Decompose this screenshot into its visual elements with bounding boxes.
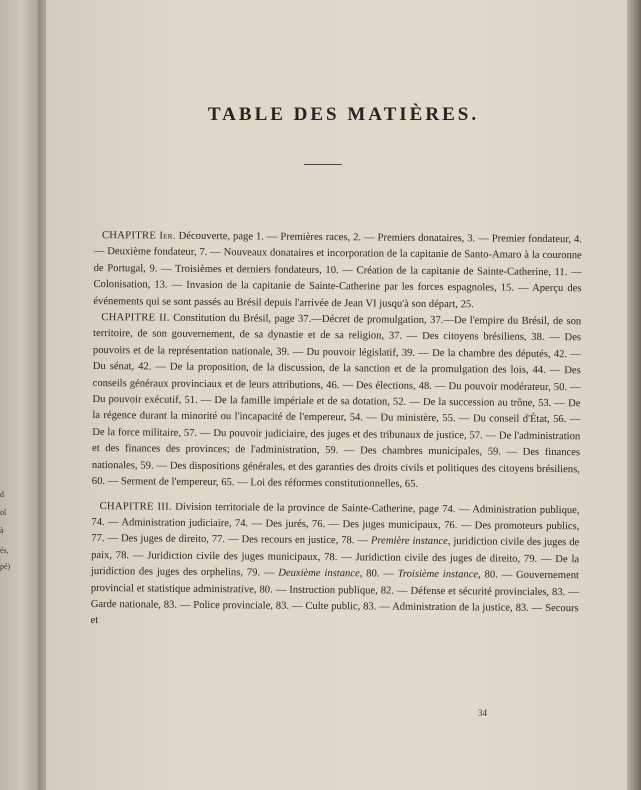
chapter-3-heading: CHAPITRE III.: [99, 500, 172, 513]
left-page-fragment: ol: [0, 508, 7, 517]
chapter-1-heading: CHAPITRE Ier.: [101, 230, 176, 242]
chapter-3-italic-term: Deuxième instance: [278, 567, 360, 580]
chapter-1-entry: [93, 228, 582, 314]
chapter-2-heading: CHAPITRE II.: [101, 312, 170, 324]
page-number: 34: [478, 708, 487, 718]
chapter-3-italic-term: Troisième instance: [397, 568, 479, 581]
chapter-3-part: , 80. — Gouvernement provincial et statistique administrative, 80. — Instruction publique, 82. — Défense et sécurité provinciales, 83. — Garde nationale, 83. — Police provinciale, 83. — Culte public, 83. — Administration de la justice, 83. — Secours et: [90, 569, 580, 627]
book-page: [46, 0, 641, 790]
chapter-2-contents: Constitution du Brésil, page 37.—Décret de promulgation, 37.—De l'empire du Brésil, de son territoire, de son gouvernement, de sa dynastie et de sa religion, 37. — Des citoyens brésiliens, 38. — Des pouvoirs et de la représentation nationale, 39. — Du pouvoir législatif, 39. — De la chambre des députés, 42. — Du sénat, 42. — De la proposition, de la discussion, de la sanction et de la promulgation des lois, 44. — Des conseils généraux provinciaux et de leurs attributions, 46. — Des élections, 48. — Du pouvoir modérateur, 50. — Du pouvoir exécutif, 51. — De la famille impériale et de sa dotation, 52. — De la succession au trône, 53. — De la régence durant la minorité ou l'incapacité de l'empereur, 54. — Du ministère, 55. — Du conseil d'État, 56. — De la force militaire, 57. — Du pouvoir judiciaire, des juges et des tribunaux de justice, 57. — De l'administration et des finances des provinces; de l'administration, 59. — Des chambres municipales, 59. — Des finances nationales, 59. — Des dispositions générales, et des garanties des droits civils et politiques des citoyens brésiliens, 60. — Serment de l'empereur, 65. — Loi des réformes constitutionnelles, 65.: [91, 312, 582, 490]
chapter-3-part: Division territoriale de la province de Sainte-Catherine, page 74. — Administration publique, 74. — Administration judiciaire, 74. — Des jurés, 76. — Des juges municipaux, 76. — Des promoteurs publics, 77. — Des juges de direito, 77. — Des recours en justice, 78. —: [91, 501, 580, 547]
left-page-fragment: à: [0, 526, 4, 535]
chapter-3-italic-term: Première instance: [370, 535, 448, 548]
right-page-edge: [627, 0, 641, 790]
chapter-3-part: , 80. —: [359, 568, 398, 580]
page-title: TABLE DES MATIÈRES.: [207, 104, 480, 125]
left-page-fragment: és,: [0, 546, 9, 555]
left-page-fragment: d: [0, 490, 4, 499]
table-of-contents: [90, 228, 581, 634]
left-page-fragment: pé): [0, 562, 11, 571]
chapter-3-entry: [90, 498, 579, 634]
left-page-edge: [0, 0, 40, 790]
title-divider: [304, 164, 342, 165]
chapter-2-entry: [92, 310, 582, 495]
chapter-1-contents: Découverte, page 1. — Premières races, 2. — Premiers donataires, 3. — Premier fondateur, 4. — Deuxième fondateur, 7. — Nouveaux donataires et incorporation de la capitanie de Santo-Amaro à la couronne de Portugal, 9. — Troisièmes et derniers fondateurs, 10. — Création de la capitanie de Sainte-Catherine, 11. — Colonisation, 13. — Invasion de la capitanie de Sainte-Catherine par les forces espagnoles, 15. — Aperçu des événements qui se sont passés au Brésil depuis l'arrivée de Jean VI jusqu'à son départ, 25.: [93, 230, 582, 310]
chapter-3-part: , juridiction civile des juges de paix, 78. — Juridiction civile des juges municipaux, 78. — Juridiction civile des juges de direito, 79. — De la juridiction des juges des orphelins, 79. —: [90, 536, 580, 579]
